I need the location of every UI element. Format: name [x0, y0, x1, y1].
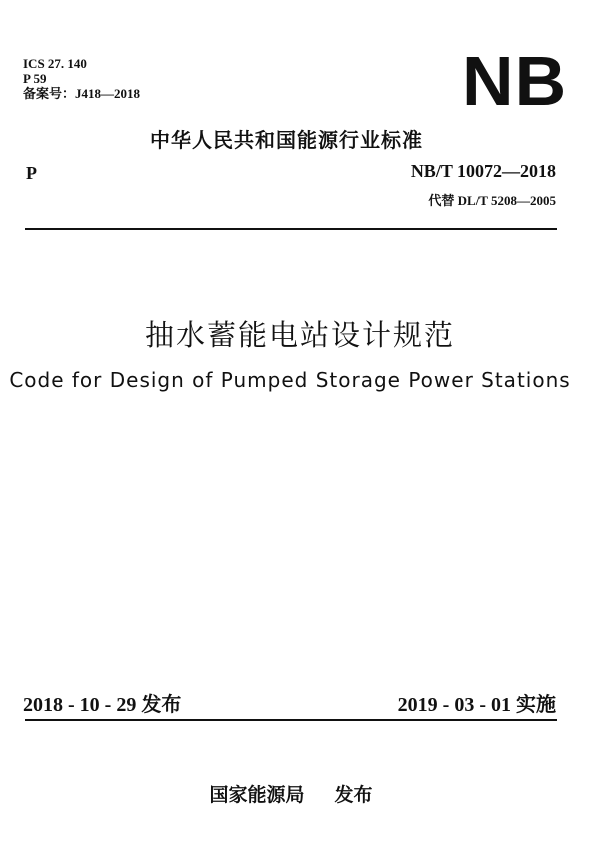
implementation-date: 2019 - 03 - 01 实施 [397, 694, 556, 716]
top-divider [25, 228, 557, 230]
title-chinese: 抽水蓄能电站设计规范 [144, 318, 455, 352]
publisher-action: 发布 [334, 784, 373, 806]
classification-letter: P [26, 163, 37, 183]
title-english: Code for Design of Pumped Storage Power Stations [9, 368, 571, 392]
filing-number: 备案号：J418—2018 [23, 86, 141, 101]
publisher [0, 780, 582, 807]
ccs-code: P 59 [23, 71, 47, 86]
nb-logo: NB [462, 42, 568, 120]
ics-code: ICS 27. 140 [23, 56, 87, 71]
replaces-standard: 代替 DL/T 5208—2005 [428, 193, 556, 208]
standard-type: 中华人民共和国能源行业标准 [150, 128, 423, 152]
classification-codes [23, 56, 140, 101]
issue-date: 2018 - 10 - 29 发布 [23, 694, 182, 716]
publisher-name: 国家能源局 [209, 784, 305, 806]
standard-number: NB/T 10072—2018 [410, 161, 556, 181]
bottom-divider [25, 719, 557, 721]
